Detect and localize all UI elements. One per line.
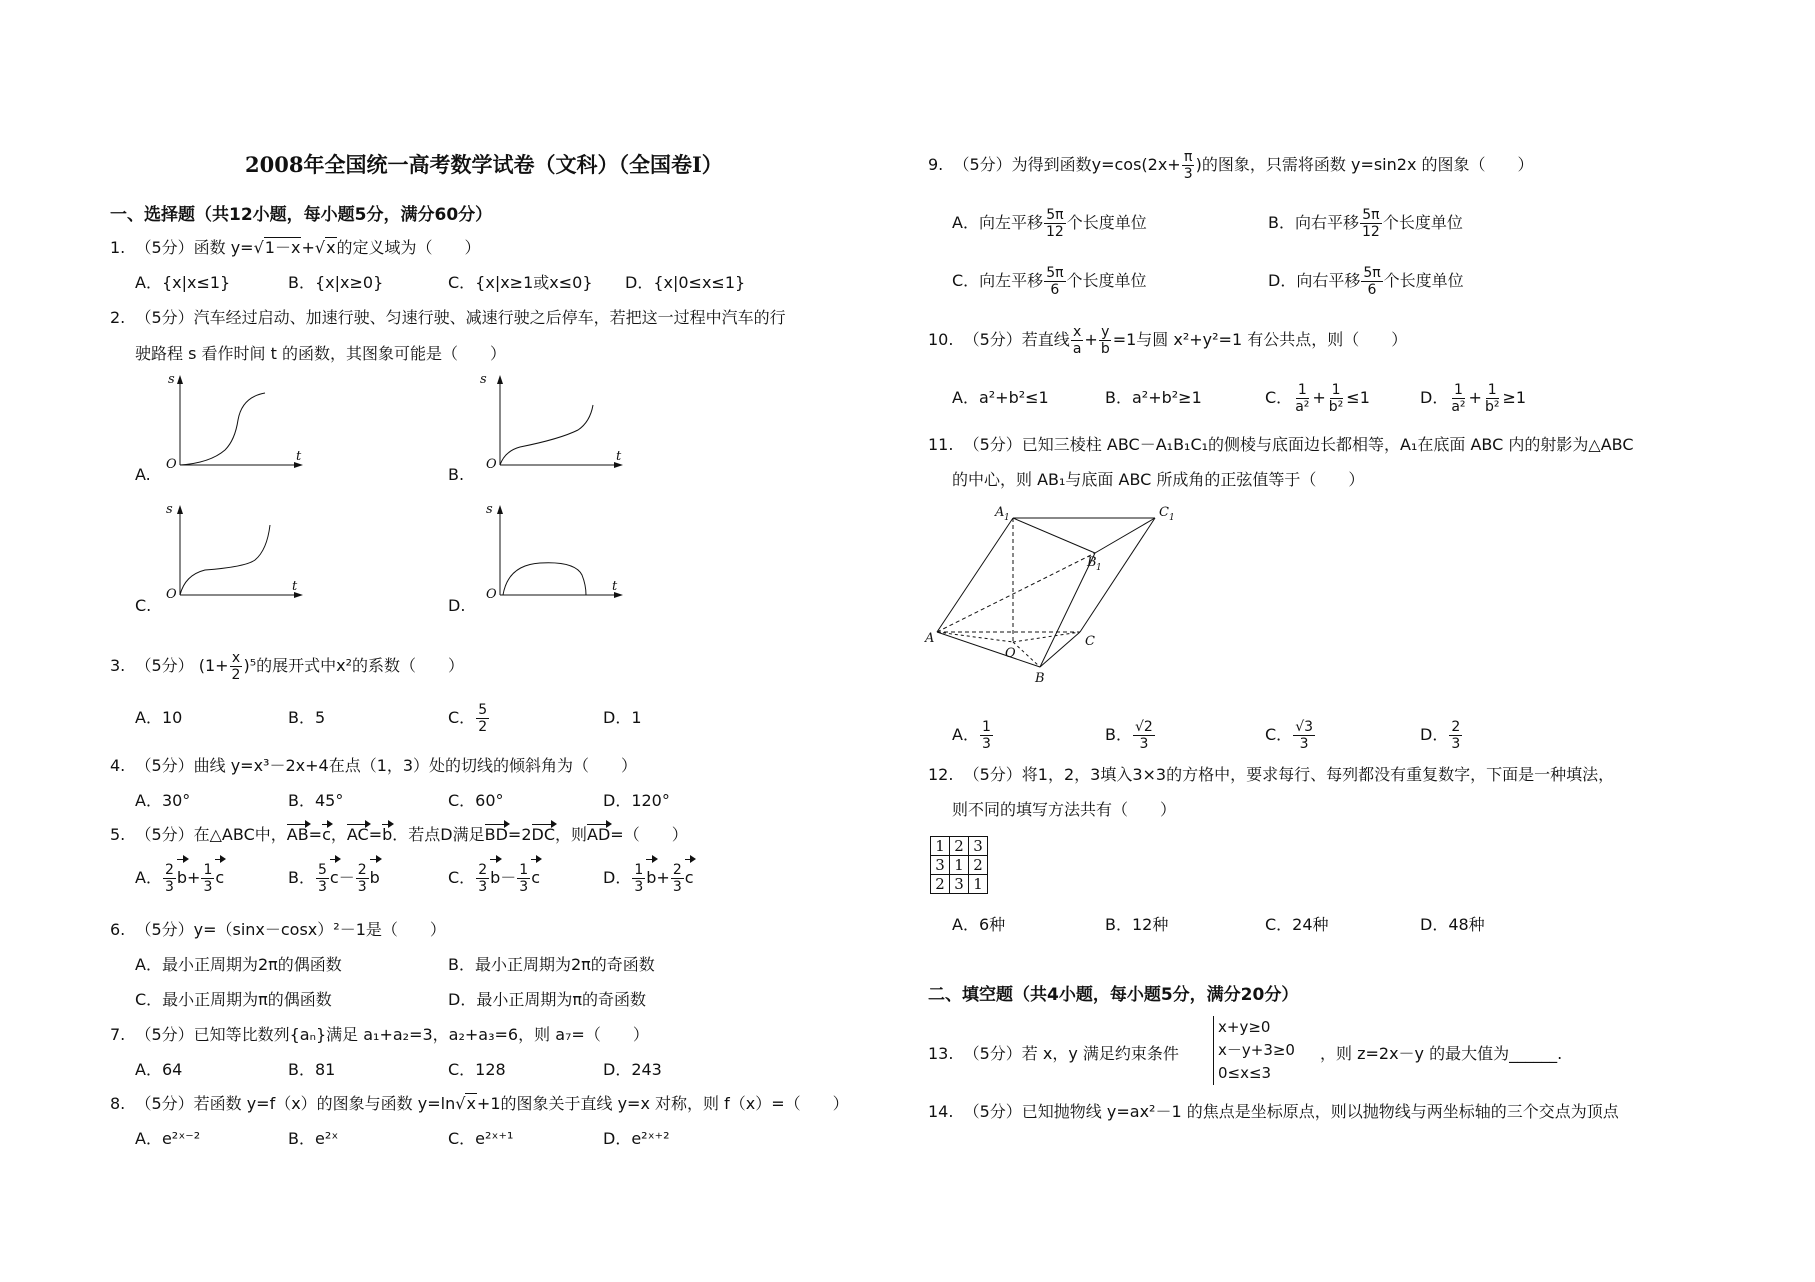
- q11-option-a: A． $\frac{1}{3}$: [952, 719, 991, 752]
- q11-option-d: D． $\frac{2}{3}$: [1420, 719, 1461, 752]
- q9-option-c: C．向左平移 $\frac{5\pi}{6}$ 个长度单位: [952, 265, 1147, 298]
- svg-text:t: t: [616, 449, 622, 464]
- question-10: 10. （5分）若直线 $\frac{x}{a}$ + $\frac{y}{b}$ =1与圆 x²+y²=1 有公共点，则（ ）: [928, 324, 1408, 357]
- svg-text:O: O: [1005, 646, 1016, 661]
- q9-option-d: D．向右平移 $\frac{5\pi}{6}$ 个长度单位: [1268, 265, 1464, 298]
- svg-text:O: O: [486, 587, 497, 602]
- question-9: 9. （5分）为得到函数y=cos(2x+ $\frac{\pi}{3}$ )的图象，只需将函数 y=sin2x 的图象（ ）: [928, 149, 1534, 182]
- q4-option-c: C．60°: [448, 791, 504, 810]
- q3-option-b: B．5: [288, 708, 326, 727]
- q6-option-c: C．最小正周期为π的偶函数: [135, 990, 332, 1009]
- q8-option-b: B．e²ˣ: [288, 1129, 339, 1148]
- q5-option-b: B． $\frac{5}{3}$ c－ $\frac{2}{3}$ b: [288, 862, 380, 895]
- svg-text:C: C: [1085, 634, 1095, 649]
- question-3: 3. （5分） (1+ $\frac{x}{2}$ )⁵的展开式中x²的系数（ ）: [110, 650, 465, 683]
- question-11: 11. （5分）已知三棱柱 ABC－A₁B₁C₁的侧棱与底面边长都相等，A₁在底面 ABC 内的射影为△ABC: [928, 435, 1634, 454]
- question-14: 14. （5分）已知抛物线 y=ax²－1 的焦点是坐标原点，则以抛物线与两坐标轴的三个交点为顶点: [928, 1102, 1619, 1121]
- svg-text:O: O: [486, 457, 497, 472]
- section-heading-fill: 二、填空题（共4小题，每小题5分，满分20分）: [928, 985, 1299, 1005]
- svg-text:t: t: [612, 579, 618, 594]
- q1-option-a: A．{x|x≤1}: [135, 273, 231, 292]
- q5-option-d: D． $\frac{1}{3}$ b+ $\frac{2}{3}$ c: [603, 862, 694, 895]
- q2-graph-a: [160, 372, 310, 475]
- svg-text:s: s: [168, 372, 175, 387]
- page-title: 2008年全国统一高考数学试卷（文科）（全国卷I）: [245, 152, 723, 177]
- q9-option-a: A．向左平移 $\frac{5\pi}{12}$ 个长度单位: [952, 207, 1147, 240]
- q1-option-c: C．{x|x≥1或x≤0}: [448, 273, 593, 292]
- q4-option-d: D．120°: [603, 791, 670, 810]
- q10-option-a: A．a²+b²≤1: [952, 388, 1049, 407]
- question-4: 4. （5分）曲线 y=x³－2x+4在点（1，3）处的切线的倾斜角为（ ）: [110, 756, 638, 775]
- question-8: 8. （5分）若函数 y=f（x）的图象与函数 y=ln√x+1的图象关于直线 y=x 对称，则 f（x）=（ ）: [110, 1094, 849, 1113]
- q4-option-a: A．30°: [135, 791, 191, 810]
- question-2: 2. （5分）汽车经过启动、加速行驶、匀速行驶、减速行驶之后停车，若把这一过程中汽车的行: [110, 308, 786, 327]
- q7-option-a: A．64: [135, 1060, 183, 1079]
- q10-option-b: B．a²+b²≥1: [1105, 388, 1202, 407]
- q10-option-d: D． $\frac{1}{\text{a²}}$ + $\frac{1}{\text{b²}}$ ≥1: [1420, 382, 1527, 415]
- svg-text:s: s: [486, 502, 493, 517]
- svg-text:A: A: [925, 631, 935, 646]
- question-12: 12. （5分）将1，2，3填入3×3的方格中，要求每行、每列都没有重复数字，下面是一种填法，: [928, 765, 1615, 784]
- q2-option-b: B.: [448, 465, 465, 484]
- question-6: 6. （5分）y=（sinx－cosx）²－1是（ ）: [110, 920, 446, 939]
- q1-option-b: B．{x|x≥0}: [288, 273, 384, 292]
- svg-text:t: t: [292, 579, 298, 594]
- svg-text:1: 1: [1004, 513, 1010, 523]
- svg-text:s: s: [166, 502, 173, 517]
- q8-option-c: C．e²ˣ⁺¹: [448, 1129, 514, 1148]
- question-12-cont: 则不同的填写方法共有（ ）: [952, 800, 1177, 819]
- question-5: 5. （5分）在△ABC中，AB=c，AC=b．若点D满足BD=2DC，则AD=（ ）: [110, 825, 688, 844]
- svg-text:B: B: [1035, 671, 1045, 686]
- q9-option-b: B．向右平移 $\frac{5\pi}{12}$ 个长度单位: [1268, 207, 1463, 240]
- q7-option-b: B．81: [288, 1060, 336, 1079]
- question-11-cont: 的中心，则 AB₁与底面 ABC 所成角的正弦值等于（ ）: [952, 470, 1365, 489]
- svg-text:A: A: [995, 505, 1005, 520]
- q11-option-b: B． $\frac{√2}{3}$: [1105, 719, 1153, 752]
- svg-text:O: O: [166, 457, 177, 472]
- svg-text:B: B: [1087, 555, 1097, 570]
- q1-option-d: D．{x|0≤x≤1}: [625, 273, 746, 292]
- q2-graph-d: [480, 502, 630, 605]
- q12-option-d: D．48种: [1420, 915, 1485, 934]
- q10-option-c: C． $\frac{1}{\text{a²}}$ + $\frac{1}{\text{b²}}$ ≤1: [1265, 382, 1370, 415]
- q6-option-a: A．最小正周期为2π的偶函数: [135, 955, 342, 974]
- q8-option-a: A．e²ˣ⁻²: [135, 1129, 201, 1148]
- svg-text:C: C: [1159, 505, 1169, 520]
- q11-option-c: C． $\frac{√3}{3}$: [1265, 719, 1314, 752]
- q12-option-c: C．24种: [1265, 915, 1329, 934]
- q12-option-b: B．12种: [1105, 915, 1169, 934]
- q6-option-d: D．最小正周期为π的奇函数: [448, 990, 646, 1009]
- q2-graph-b: [480, 372, 630, 475]
- q7-option-d: D．243: [603, 1060, 662, 1079]
- q8-option-d: D．e²ˣ⁺²: [603, 1129, 670, 1148]
- q12-example-grid: 1 2 3 3 1 2 2 3 1: [930, 836, 988, 894]
- q5-option-a: A． $\frac{2}{3}$ b+ $\frac{1}{3}$ c: [135, 862, 225, 895]
- q3-option-d: D．1: [603, 708, 642, 727]
- question-13: 13. （5分）若 x，y 满足约束条件: [928, 1044, 1179, 1063]
- q2-option-d: D.: [448, 596, 466, 615]
- q4-option-b: B．45°: [288, 791, 344, 810]
- q6-option-b: B．最小正周期为2π的奇函数: [448, 955, 655, 974]
- q2-option-a: A.: [135, 465, 151, 484]
- question-7: 7. （5分）已知等比数列{aₙ}满足 a₁+a₂=3，a₂+a₃=6，则 a₇=（ ）: [110, 1025, 649, 1044]
- section-heading-choice: 一、选择题（共12小题，每小题5分，满分60分）: [110, 205, 493, 225]
- svg-text:s: s: [480, 372, 487, 387]
- q11-prism-figure: [925, 500, 1185, 690]
- q3-option-c: C． $\frac{5}{2}$: [448, 702, 488, 735]
- q12-option-a: A．6种: [952, 915, 1006, 934]
- question-2-cont: 驶路程 s 看作时间 t 的函数，其图象可能是（ ）: [135, 344, 506, 363]
- q2-option-c: C.: [135, 596, 152, 615]
- q5-option-c: C． $\frac{2}{3}$ b－ $\frac{1}{3}$ c: [448, 862, 540, 895]
- q3-option-a: A．10: [135, 708, 183, 727]
- svg-text:O: O: [166, 587, 177, 602]
- svg-text:1: 1: [1096, 563, 1102, 573]
- question-13-tail: ，则 z=2x－y 的最大值为______.: [1320, 1044, 1563, 1063]
- q7-option-c: C．128: [448, 1060, 506, 1079]
- question-1: 1. （5分）函数 y=√1－x+√x的定义域为（ ）: [110, 238, 481, 257]
- svg-text:1: 1: [1169, 513, 1175, 523]
- svg-text:t: t: [296, 449, 302, 464]
- q13-constraints: x+y≥0 x－y+3≥0 0≤x≤3: [1213, 1016, 1295, 1085]
- q2-graph-c: [160, 502, 310, 605]
